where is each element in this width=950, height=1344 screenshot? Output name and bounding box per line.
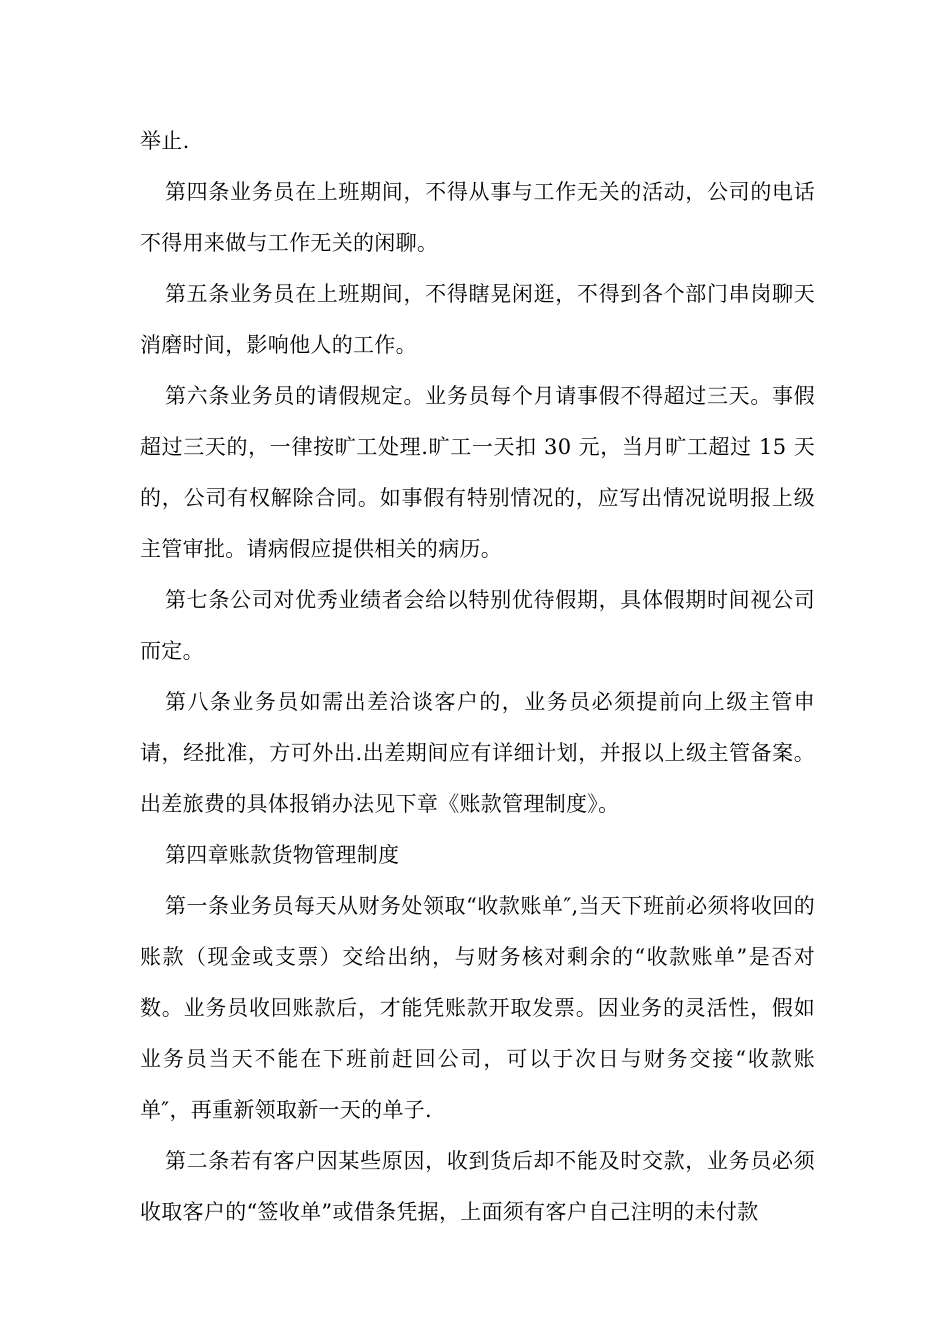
paragraph: 举止. [140,129,190,153]
paragraph: 第八条业务员如需出差洽谈客户的，业务员必须提前向上级主管申请，经批准，方可外出.出差期间应有详细计划，并报以上级主管备案。出差旅费的具体报销办法见下章《账款管理制度》。 [140,690,815,816]
paragraph: 第六条业务员的请假规定。业务员每个月请事假不得超过三天。事假超过三天的，一律按旷工处理.旷工一天扣 30 元，当月旷工超过 15 天的，公司有权解除合同。如事假有特别情况的，应写出情况说明报上级主管审批。请病假应提供相关的病历。 [140,384,815,561]
paragraph: 第七条公司对优秀业绩者会给以特别优待假期，具体假期时间视公司而定。 [140,588,815,663]
paragraph: 第一条业务员每天从财务处领取“收款账单″,当天下班前必须将收回的账款（现金或支票）交给出纳，与财务核对剩余的“收款账单”是否对数。业务员收回账款后，才能凭账款开取发票。因业务的灵活性，假如业务员当天不能在下班前赶回公司，可以于次日与财务交接“收款账单″，再重新领取新一天的单子. [140,894,815,1122]
document-body [140,116,815,1238]
paragraph: 第二条若有客户因某些原因，收到货后却不能及时交款，业务员必须收取客户的“签收单”或借条凭据，上面须有客户自己注明的未付款 [140,1149,815,1224]
paragraph: 第四条业务员在上班期间，不得从事与工作无关的活动，公司的电话不得用来做与工作无关的闲聊。 [140,180,815,255]
chapter-heading: 第四章账款货物管理制度 [165,843,400,867]
paragraph: 第五条业务员在上班期间，不得瞎晃闲逛，不得到各个部门串岗聊天消磨时间，影响他人的工作。 [140,282,815,357]
